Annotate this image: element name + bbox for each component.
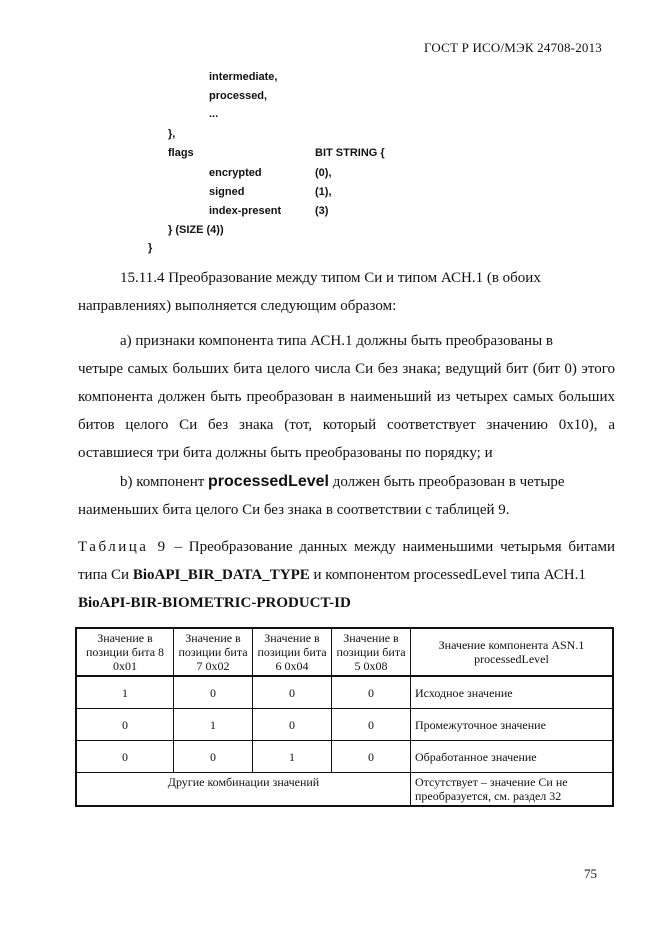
table-row — [76, 773, 613, 807]
paragraph-line — [78, 468, 615, 496]
paragraph-text: направлениях) выполняется следующим образом: — [78, 298, 397, 314]
code-line: } (SIZE (4)) — [168, 224, 224, 236]
code-line: processed, — [209, 90, 268, 102]
paragraph-text: наименьших бита целого Си без знака в соответствии с таблицей 9. — [78, 502, 510, 518]
code-line: ... — [209, 108, 219, 120]
table-cell: 0 — [76, 709, 174, 741]
table-caption — [78, 533, 615, 617]
table-cell: Отсутствует – значение Си не преобразуется, см. раздел 32 — [411, 773, 614, 807]
table-9 — [75, 627, 614, 807]
paragraph-text: четыре самых больших бита целого числа Си без знака; ведущий бит (бит 0) этого компонента должен быть преобразован в наименьший из четырех самых больших битов целого Си без знака (тот, который соответствует значению 0x10), а оставшиеся три бита должны быть преобразованы по порядку; и — [78, 361, 615, 461]
paragraph-line: а) признаки компонента типа АСН.1 должны быть преобразованы в — [120, 333, 553, 349]
code-line: BIT STRING { — [315, 147, 385, 159]
column-header: Значение компонента ASN.1 processedLevel — [411, 628, 614, 676]
column-header: Значение в позиции бита 8 0x01 — [76, 628, 174, 676]
code-line: (0), — [315, 167, 332, 179]
table-cell: 1 — [253, 741, 332, 773]
paragraph-item-a — [78, 327, 615, 467]
paragraph-item-b — [78, 468, 615, 524]
code-line: (3) — [315, 205, 329, 217]
document-header: ГОСТ Р ИСО/МЭК 24708-2013 — [423, 40, 602, 55]
caption-text: – Преобразование данных между наименьшими четырьмя битами типа Си — [78, 539, 615, 583]
page-number: 75 — [584, 866, 597, 881]
table-cell: 0 — [253, 709, 332, 741]
table-cell: Исходное значение — [411, 676, 614, 709]
table-cell: 0 — [76, 741, 174, 773]
table-cell: 0 — [332, 709, 411, 741]
table-cell: 0 — [174, 676, 253, 709]
paragraph-15-11-4 — [78, 264, 615, 320]
table-cell: 1 — [174, 709, 253, 741]
caption-type-id: BioAPI-BIR-BIOMETRIC-PRODUCT-ID — [78, 595, 351, 611]
code-line: } — [148, 242, 153, 254]
table-cell: 0 — [332, 676, 411, 709]
table-row — [76, 709, 613, 741]
table-label: Таблица 9 — [78, 539, 168, 555]
column-header: Значение в позиции бита 7 0x02 — [174, 628, 253, 676]
table-cell: Промежуточное значение — [411, 709, 614, 741]
paragraph-text: b) компонент — [120, 474, 209, 490]
table-header-row — [76, 628, 613, 676]
table-cell: 1 — [76, 676, 174, 709]
paragraph-text: должен быть преобразован в четыре — [328, 474, 565, 490]
code-line: intermediate, — [209, 71, 278, 83]
table-cell: 0 — [332, 741, 411, 773]
code-line: }, — [168, 128, 176, 140]
code-line: flags — [168, 147, 194, 159]
code-line: (1), — [315, 186, 332, 198]
table-cell-merged: Другие комбинации значений — [76, 773, 411, 807]
caption-text: и компонентом processedLevel типа АСН.1 — [309, 567, 586, 583]
table-cell: Обработанное значение — [411, 741, 614, 773]
table-cell: 0 — [174, 741, 253, 773]
table-cell: 0 — [253, 676, 332, 709]
table-row — [76, 676, 613, 709]
column-header: Значение в позиции бита 5 0x08 — [332, 628, 411, 676]
code-line: encrypted — [209, 167, 262, 179]
caption-type-name: BioAPI_BIR_DATA_TYPE — [132, 567, 310, 583]
column-header: Значение в позиции бита 6 0x04 — [253, 628, 332, 676]
code-line: signed — [209, 186, 245, 198]
processed-level-term: processedLevel — [208, 473, 329, 490]
code-line: index-present — [209, 205, 282, 217]
paragraph-line: 15.11.4 Преобразование между типом Си и типом АСН.1 (в обоих — [120, 270, 541, 286]
table-row — [76, 741, 613, 773]
